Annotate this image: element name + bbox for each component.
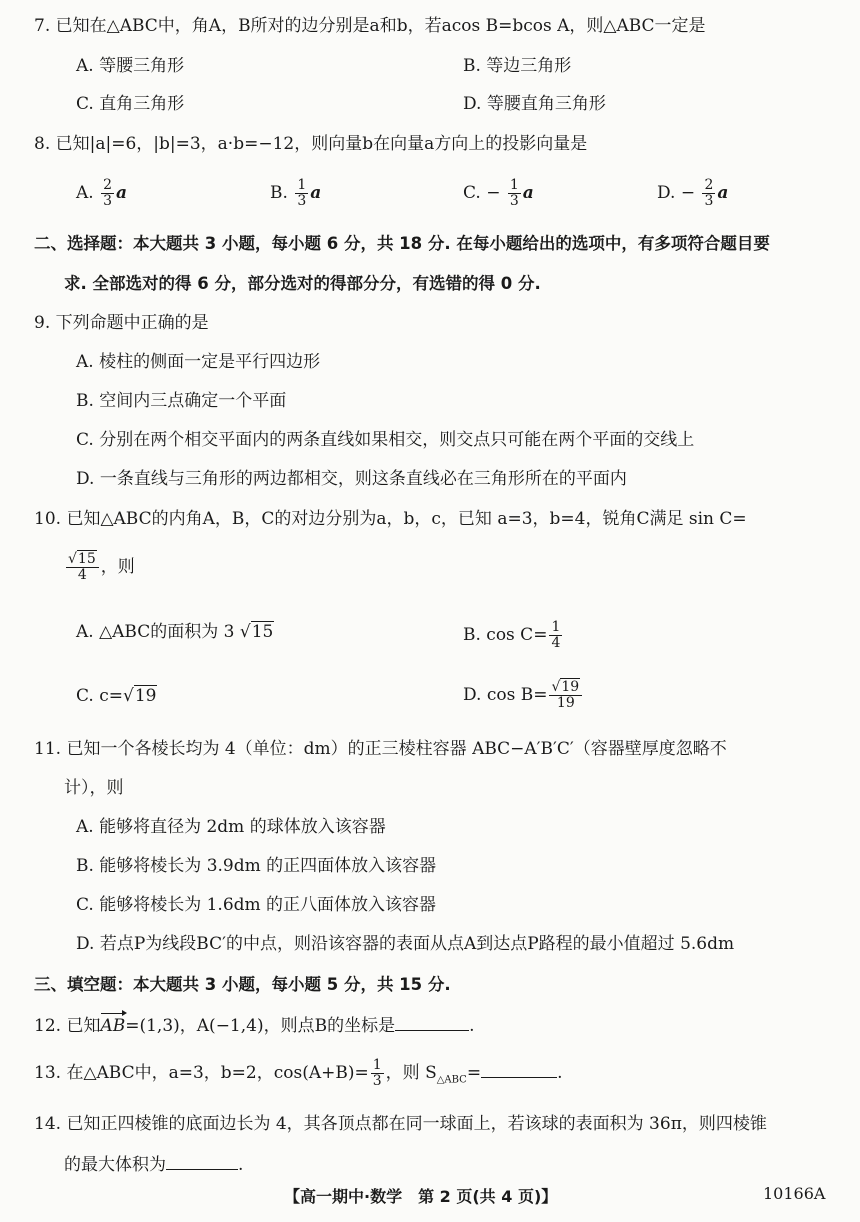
q8-option-d: D. − $\frac{2}{3}$ a xyxy=(657,177,729,209)
q9-option-b: B. 空间内三点确定一个平面 xyxy=(76,391,287,411)
q9-option-d: D. 一条直线与三角形的两边都相交，则这条直线必在三角形所在的平面内 xyxy=(76,469,627,489)
q11-stem-continued: 计），则 xyxy=(64,778,124,798)
fraction: $\frac{2}{3}$ xyxy=(704,177,714,209)
q9-stem: 9. 下列命题中正确的是 xyxy=(34,313,209,333)
q10-stem-continued: $\frac{√15}{4}$ ，则 xyxy=(68,551,135,583)
vector-ab: AB xyxy=(100,1016,126,1036)
paper-code: 10166A xyxy=(763,1184,826,1203)
q8-option-a: A. $\frac{2}{3}$ a xyxy=(76,177,128,209)
q9-option-c: C. 分别在两个相交平面内的两条直线如果相交，则交点只可能在两个平面的交线上 xyxy=(76,430,695,450)
q11-option-b: B. 能够将棱长为 3.9dm 的正四面体放入该容器 xyxy=(76,856,437,876)
fraction: $\frac{√15}{4}$ xyxy=(66,552,99,583)
q7-stem: 7. 已知在△ABC中，角A，B所对的边分别是a和b，若acos B=bcos A，则△ABC一定是 xyxy=(34,16,706,36)
q13-stem: 13. 在△ABC中，a=3，b=2，cos(A+B)= $\frac{1}{3}$ ，则 $S_{\triangle ABC}=$ . xyxy=(34,1057,563,1089)
fraction: $\frac{2}{3}$ xyxy=(103,177,113,209)
q14-stem-continued: 的最大体积为 . xyxy=(64,1151,243,1177)
q10-option-d: D. cos B= $\frac{√19}{19}$ xyxy=(463,680,584,711)
q11-option-c: C. 能够将棱长为 1.6dm 的正八面体放入该容器 xyxy=(76,895,437,915)
fraction: $\frac{1}{3}$ xyxy=(297,177,307,209)
section-heading-fill-in: 三、填空题：本大题共 3 小题，每小题 5 分，共 15 分. xyxy=(34,975,451,994)
q8-stem: 8. 已知|a|=6，|b|=3，a·b=−12，则向量b在向量a方向上的投影向量是 xyxy=(34,134,588,154)
q10-stem: 10. 已知△ABC的内角A，B，C的对边分别为a，b，c，已知 a=3，b=4，锐角C满足 sin C= xyxy=(34,509,747,529)
q10-option-a: A. △ABC的面积为 3 √15 xyxy=(76,622,274,642)
q7-option-c: C. 直角三角形 xyxy=(76,94,185,114)
q11-stem: 11. 已知一个各棱长均为 4（单位：dm）的正三棱柱容器 ABC−A′B′C′（容器壁厚度忽略不 xyxy=(34,739,727,759)
answer-blank[interactable] xyxy=(395,1012,469,1031)
q10-option-c: C. c=√19 xyxy=(76,686,157,706)
q8-option-c: C. − $\frac{1}{3}$ a xyxy=(463,177,534,209)
q12-stem: 12. 已知AB=(1,3)，A(−1,4)，则点B的坐标是 . xyxy=(34,1012,475,1038)
section-heading-multiple-choice-rules: 求. 全部选对的得 6 分，部分选对的得部分分，有选错的得 0 分. xyxy=(64,274,541,293)
q10-option-b: B. cos C= $\frac{1}{4}$ xyxy=(463,619,561,651)
q11-option-d: D. 若点P为线段BC′的中点，则沿该容器的表面从点A到达点P路程的最小值超过 5.6dm xyxy=(76,934,735,954)
fraction: $\frac{√19}{19}$ xyxy=(549,680,582,711)
answer-blank[interactable] xyxy=(166,1151,238,1170)
answer-blank[interactable] xyxy=(481,1059,557,1078)
q8-option-b: B. $\frac{1}{3}$ a xyxy=(270,177,322,209)
page-footer: 【高一期中·数学 第 2 页(共 4 页)】 xyxy=(284,1187,558,1206)
q7-option-b: B. 等边三角形 xyxy=(463,56,572,76)
q14-stem: 14. 已知正四棱锥的底面边长为 4，其各顶点都在同一球面上，若该球的表面积为 36π，则四棱锥 xyxy=(34,1114,767,1134)
fraction: $\frac{1}{3}$ xyxy=(509,177,519,209)
q11-option-a: A. 能够将直径为 2dm 的球体放入该容器 xyxy=(76,817,386,837)
section-heading-multiple-choice: 二、选择题：本大题共 3 小题，每小题 6 分，共 18 分. 在每小题给出的选项中，有多项符合题目要 xyxy=(34,234,770,253)
fraction: $\frac{1}{3}$ xyxy=(372,1057,382,1089)
q9-option-a: A. 棱柱的侧面一定是平行四边形 xyxy=(76,352,321,372)
fraction: $\frac{1}{4}$ xyxy=(551,619,561,651)
q7-option-a: A. 等腰三角形 xyxy=(76,56,185,76)
q7-option-d: D. 等腰直角三角形 xyxy=(463,94,606,114)
